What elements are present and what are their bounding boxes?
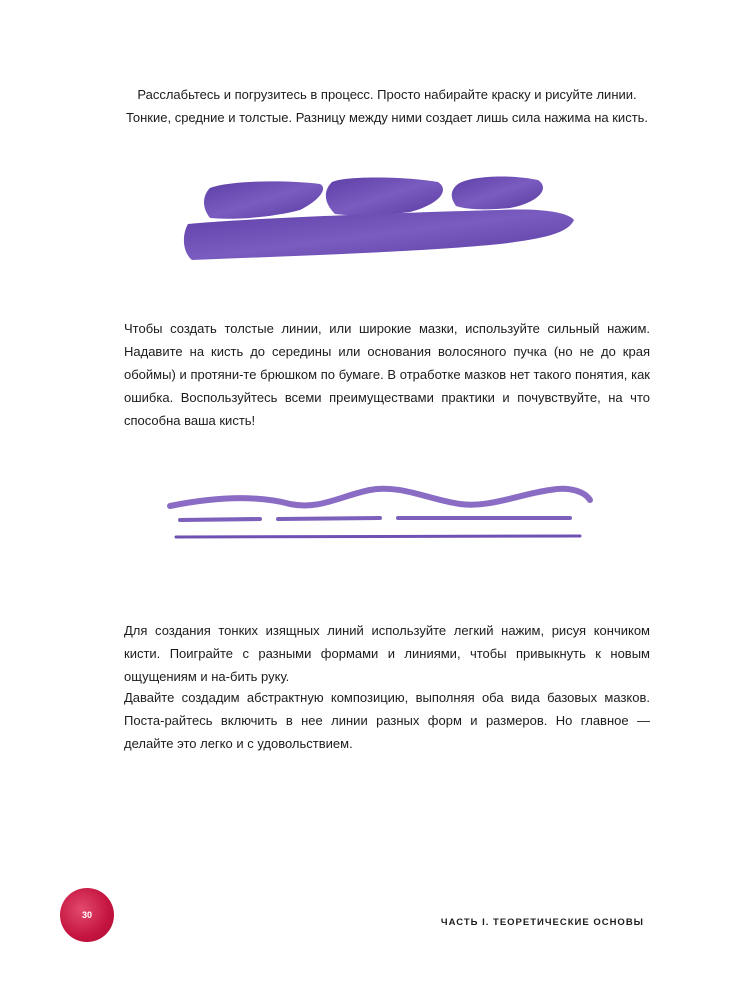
thin-stroke-dashed-middle xyxy=(278,518,380,519)
thick-stroke-top-left xyxy=(204,181,323,218)
paragraph-composition: Давайте создадим абстрактную композицию, выполняя оба вида базовых мазков. Поста-райтесь включить в нее линии разных форм и размеров. Но главное — делайте это легко и с удовольствием. xyxy=(124,690,650,751)
paragraph-intro: Расслабьтесь и погрузитесь в процесс. Просто набирайте краску и рисуйте линии. Тонкие, средние и толстые. Разницу между ними создает лишь сила нажима на кисть. xyxy=(125,87,649,125)
thin-stroke-dashed-left xyxy=(180,519,260,520)
page-number-badge xyxy=(60,888,114,942)
paragraph-thin-lines: Для создания тонких изящных линий используйте легкий нажим, рисуя кончиком кисти. Поиграйте с разными формами и линиями, чтобы привыкнуть к новым ощущениям и на-бить руку. xyxy=(124,623,650,684)
thin-stroke-bottom-long xyxy=(176,536,580,537)
thin-stroke-wavy xyxy=(170,489,590,506)
thick-stroke-top-right xyxy=(452,177,543,210)
thick-stroke-top-middle xyxy=(326,178,443,216)
paragraph-thick-lines: Чтобы создать толстые линии, или широкие мазки, используйте сильный нажим. Надавите на кисть до середины или основания волосяного пучка (но не до края обоймы) и протяни-те брюшком по бумаге. В отработке мазков нет такого понятия, как ошибка. Воспользуйтесь всеми преимуществами практики и почувствуйте, на что способна ваша кисть! xyxy=(124,321,650,428)
running-footer-section-title: ЧАСТЬ I. ТЕОРЕТИЧЕСКИЕ ОСНОВЫ xyxy=(440,917,644,928)
page-number: 30 xyxy=(81,910,92,920)
thick-brushstrokes-illustration xyxy=(170,160,585,270)
thin-lines-illustration xyxy=(140,440,610,590)
